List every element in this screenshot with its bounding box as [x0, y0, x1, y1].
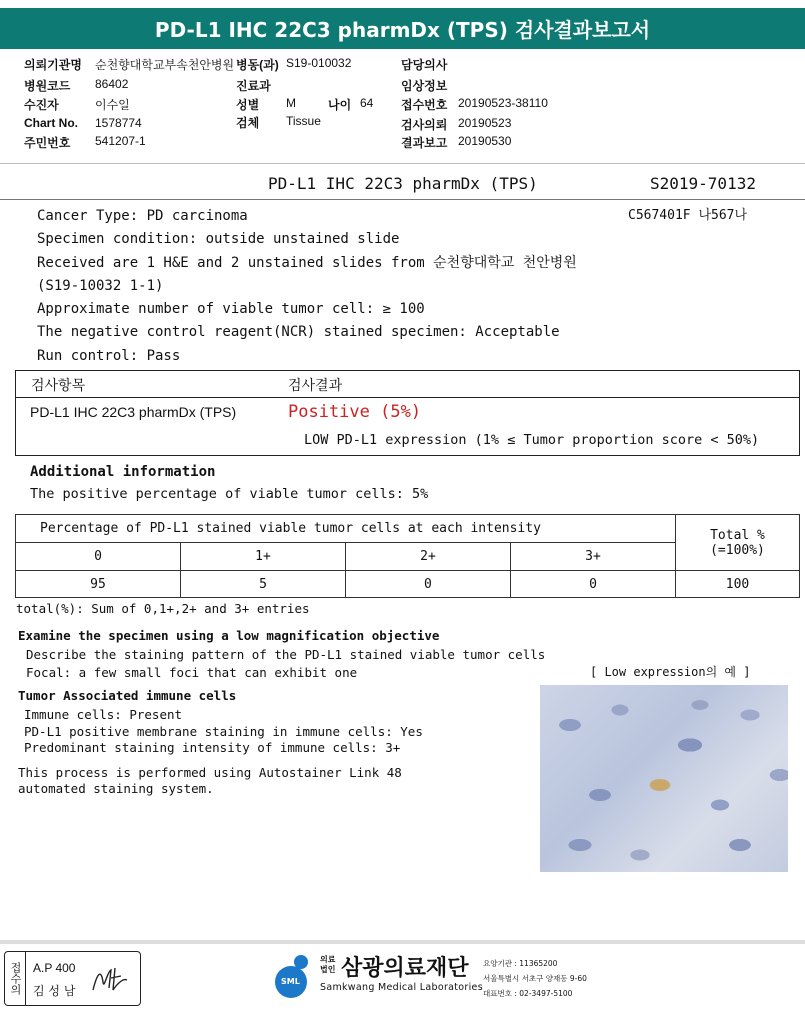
examinee-label: 수진자: [24, 98, 59, 112]
description-line: Approximate number of viable tumor cell: ≥ 100: [37, 301, 425, 318]
divider: [0, 163, 805, 164]
logo-dot: [294, 955, 308, 969]
description-line: Specimen condition: outside unstained slide: [37, 231, 400, 248]
examinee-value: 이수일: [95, 98, 130, 112]
description-line: The negative control reagent(NCR) stained specimen: Acceptable: [37, 324, 560, 341]
specimen-description: [37, 205, 577, 368]
resident-no-label: 주민번호: [24, 136, 71, 150]
contact-line: 대표번호 : 02-3497-5100: [483, 989, 573, 998]
description-line: Run control: Pass: [37, 347, 181, 364]
contact-line: 요양기관 : 11365200: [483, 959, 558, 968]
immune-title: Tumor Associated immune cells: [18, 688, 237, 703]
intensity-value: 95: [16, 571, 181, 598]
examine-line: Describe the staining pattern of the PD-L1 stained viable tumor cells: [26, 647, 546, 662]
institution-value: 순천향대학교부속천안병원: [95, 58, 235, 72]
intensity-value: 0: [510, 571, 675, 598]
immune-line: Predominant staining intensity of immune cells: 3+: [24, 740, 401, 755]
logo-prefix-line: 법인: [320, 965, 336, 974]
logo-name: 삼광의료재단: [341, 956, 469, 981]
receipt-stamp: [4, 951, 141, 1006]
description-line: (S19-10032 1-1): [37, 277, 164, 294]
stamp-code: A.P 400: [33, 961, 76, 975]
logo-badge: SML: [281, 977, 300, 986]
report-id: S2019-70132: [650, 174, 756, 193]
receipt-no-label: 접수번호: [401, 98, 448, 112]
specimen-value: Tissue: [286, 114, 321, 128]
chart-no-label: Chart No.: [24, 116, 78, 130]
test-item-header: 검사항목: [31, 378, 86, 394]
clinical-info-label: 임상정보: [401, 79, 448, 93]
specimen-label: 검체: [236, 116, 260, 130]
intensity-value: 0: [345, 571, 510, 598]
hospital-code-label: 병원코드: [24, 79, 71, 93]
stamp-label: 접수의: [5, 952, 26, 1005]
intensity-column-header: 1+: [180, 543, 345, 571]
immune-line: PD-L1 positive membrane staining in immune cells: Yes: [24, 724, 423, 739]
image-caption: [ Low expression의 예 ]: [590, 665, 751, 679]
total-header: [676, 515, 800, 571]
intensity-value: 5: [180, 571, 345, 598]
institution-label: 의뢰기관명: [24, 58, 82, 72]
request-date-value: 20190523: [458, 116, 512, 130]
sml-logo: [272, 952, 318, 1000]
description-line: Received are 1 H&E and 2 unstained slides from 순천향대학교 천안병원: [37, 254, 577, 271]
intensity-table-header: Percentage of PD-L1 stained viable tumor cells at each intensity: [16, 515, 676, 543]
total-value: 100: [676, 571, 800, 598]
expression-level: LOW PD-L1 expression (1% ≤ Tumor proportion score < 50%): [304, 432, 760, 448]
stamp-name: 김 성 남: [33, 984, 76, 998]
test-name: PD-L1 IHC 22C3 pharmDx (TPS): [268, 174, 538, 193]
description-line: Cancer Type: PD carcinoma: [37, 208, 248, 224]
additional-title: Additional information: [30, 464, 216, 480]
divider: [0, 199, 805, 200]
examine-title: Examine the specimen using a low magnification objective: [18, 628, 440, 643]
hospital-code-value: 86402: [95, 77, 129, 91]
signature-icon: [91, 964, 133, 996]
additional-line: The positive percentage of viable tumor cells: 5%: [30, 486, 429, 502]
process-line: This process is performed using Autostainer Link 48: [18, 765, 402, 780]
contact-info: [483, 956, 587, 1001]
report-date-label: 결과보고: [401, 136, 448, 150]
logo-prefix: [320, 955, 335, 975]
result-box: [15, 370, 800, 456]
contact-line: 서울특별시 서초구 양재동 9-60: [483, 974, 587, 983]
age-value: 64: [360, 96, 374, 110]
test-result-header: 검사결과: [288, 378, 343, 394]
result-positive: Positive (5%): [288, 402, 422, 422]
doctor-label: 담당의사: [401, 58, 448, 72]
sex-value: M: [286, 96, 296, 110]
ward-value: S19-010032: [286, 56, 352, 70]
chart-no-value: 1578774: [95, 116, 142, 130]
table-footnote: total(%): Sum of 0,1+,2+ and 3+ entries: [16, 601, 310, 616]
report-title: PD-L1 IHC 22C3 pharmDx (TPS) 검사결과보고서: [0, 8, 805, 49]
receipt-no-value: 20190523-38110: [458, 96, 548, 110]
footer-divider: [0, 940, 805, 944]
total-header-line: (=100%): [710, 542, 765, 558]
intensity-table: [15, 514, 800, 598]
test-item: PD-L1 IHC 22C3 pharmDx (TPS): [30, 404, 237, 420]
report-date-value: 20190530: [458, 134, 512, 148]
sample-code: C567401F 나567나: [628, 208, 748, 223]
examine-line: Focal: a few small foci that can exhibit one: [26, 665, 358, 680]
total-header-line: Total %: [710, 527, 765, 543]
intensity-column-header: 3+: [510, 543, 675, 571]
patient-info: [0, 52, 805, 162]
process-line: automated staining system.: [18, 781, 214, 796]
intensity-column-header: 0: [16, 543, 181, 571]
sex-label: 성별: [236, 98, 260, 112]
immune-line: Immune cells: Present: [24, 707, 183, 722]
request-date-label: 검사의뢰: [401, 118, 448, 132]
department-label: 진료과: [236, 79, 271, 93]
ward-label: 병동(과): [236, 58, 279, 72]
age-label: 나이: [328, 98, 352, 112]
micrograph-image: [540, 685, 788, 872]
logo-prefix-line: 의료: [320, 955, 336, 964]
result-box-divider: [16, 397, 799, 398]
resident-no-value: 541207-1: [95, 134, 146, 148]
intensity-column-header: 2+: [345, 543, 510, 571]
logo-subtitle: Samkwang Medical Laboratories: [320, 982, 483, 993]
